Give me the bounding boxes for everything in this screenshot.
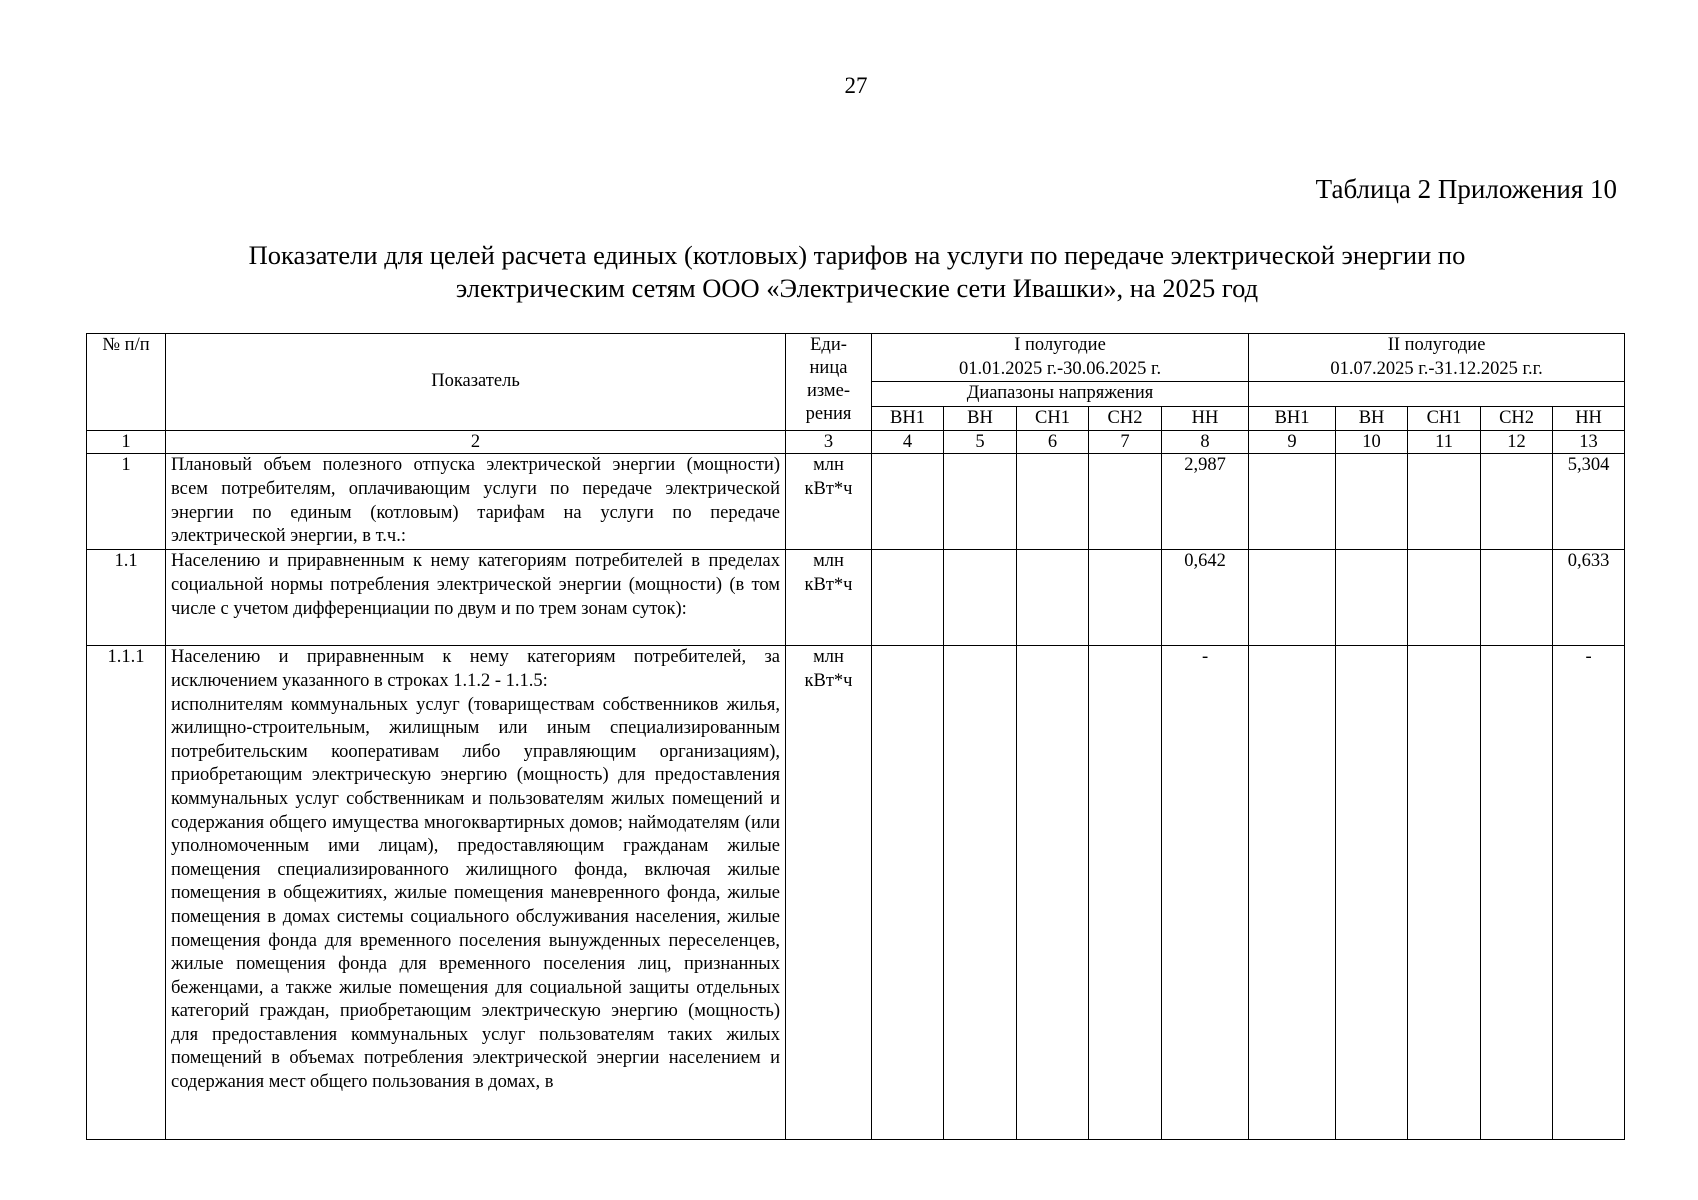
column-number: 1 [87,431,166,454]
value-cell [1089,646,1162,1140]
value-cell [1249,454,1336,550]
value-cell [1408,550,1481,646]
level-header: ВН1 [1249,406,1336,431]
title-line-2: электрическим сетям ООО «Электрические сети Ивашки», на 2025 год [455,273,1259,303]
row-indicator-part-1: Населению и приравненным к нему категориям потребителей, за исключением указанного в строках 1.1.2 - 1.1.5: [171,647,780,691]
voltage-ranges-empty [1249,382,1625,407]
table-row [87,646,1625,1140]
column-number: 7 [1089,431,1162,454]
value-cell [1249,550,1336,646]
level-header: ВН [1336,406,1408,431]
value-cell [872,646,944,1140]
header-half-1 [872,334,1249,382]
header-unit-line: изме- [806,381,851,401]
half-1-title: I полугодие [1014,335,1106,355]
table-row [87,454,1625,550]
unit-line: кВт*ч [804,574,853,595]
value-cell [1089,550,1162,646]
unit-line: млн [813,647,844,668]
row-unit [786,646,872,1140]
value-cell: 2,987 [1162,454,1249,550]
value-cell [944,550,1017,646]
table-label: Таблица 2 Приложения 10 [1315,174,1617,204]
page-number: 27 [844,73,868,98]
value-cell [1336,454,1408,550]
value-cell [944,454,1017,550]
value-cell: 0,633 [1553,550,1625,646]
value-cell [944,646,1017,1140]
value-cell [1481,646,1553,1140]
level-header: НН [1553,406,1625,431]
column-number: 5 [944,431,1017,454]
row-number: 1 [87,454,166,550]
column-number: 4 [872,431,944,454]
value-cell: - [1553,646,1625,1140]
column-number: 2 [166,431,786,454]
header-num: № п/п [87,334,166,431]
row-number: 1.1 [87,550,166,646]
value-cell [1017,646,1089,1140]
level-header: НН [1162,406,1249,431]
value-cell [1481,550,1553,646]
column-number: 9 [1249,431,1336,454]
value-cell [1408,646,1481,1140]
level-header: СН2 [1089,406,1162,431]
level-header: СН2 [1481,406,1553,431]
value-cell [1017,550,1089,646]
value-cell [1481,454,1553,550]
header-unit-line: рения [805,404,852,424]
value-cell [872,550,944,646]
title-line-1: Показатели для целей расчета единых (котловых) тарифов на услуги по передаче электрической энергии по [248,240,1466,270]
header-half-2 [1249,334,1625,382]
value-cell [872,454,944,550]
half-2-title: II полугодие [1387,335,1486,355]
unit-line: млн [813,455,844,476]
header-row-periods [87,334,1625,382]
table-row [87,550,1625,646]
column-number: 11 [1408,431,1481,454]
unit-line: млн [813,551,844,572]
column-number: 6 [1017,431,1089,454]
value-cell [1408,454,1481,550]
value-cell: 5,304 [1553,454,1625,550]
row-indicator: Населению и приравненным к нему категориям потребителей в пределах социальной нормы потребления электрической энергии (мощности) (в том числе с учетом дифференциации по двум и по трем зонам суток): [166,550,786,646]
column-number: 10 [1336,431,1408,454]
value-cell: - [1162,646,1249,1140]
column-number-row [87,431,1625,454]
value-cell [1089,454,1162,550]
value-cell [1336,550,1408,646]
level-header: ВН1 [872,406,944,431]
unit-line: кВт*ч [804,670,853,691]
level-header: СН1 [1017,406,1089,431]
header-unit-line: ница [809,358,848,378]
column-number: 8 [1162,431,1249,454]
level-header: СН1 [1408,406,1481,431]
value-cell [1017,454,1089,550]
column-number: 13 [1553,431,1625,454]
voltage-ranges-label: Диапазоны напряжения [872,382,1249,407]
row-unit [786,550,872,646]
column-number: 3 [786,431,872,454]
value-cell [1336,646,1408,1140]
tariff-table [86,333,1625,1140]
row-indicator-part-2: исполнителям коммунальных услуг (товариществам собственников жилья, жилищно-строительным, жилищным или иным специализированным потребительским кооперативам либо управляющим организациям), приобретающим электрическую энергию (мощность) для предоставления коммунальных услуг собственникам и пользователям жилых помещений и содержания общего имущества многоквартирных домов; наймодателям (или уполномоченным ими лицам), предоставляющим гражданам жилые помещения специализированного жилищного фонда, включая жилые помещения в общежитиях, жилые помещения маневренного фонда, жилые помещения в домах системы социального обслуживания населения, жилые помещения фонда для временного поселения вынужденных переселенцев, жилые помещения фонда для временного поселения лиц, признанных беженцами, а также жилые помещения для социальной защиты отдельных категорий граждан, приобретающим электрическую энергию (мощность) для предоставления коммунальных услуг пользователям таких жилых помещений в объемах потребления электрической энергии населением и содержания мест общего пользования в домах, в [171,694,780,1093]
row-number: 1.1.1 [87,646,166,1140]
row-indicator [166,646,786,1140]
document-title [150,239,1564,305]
header-indicator: Показатель [166,334,786,431]
row-unit [786,454,872,550]
row-indicator: Плановый объем полезного отпуска электрической энергии (мощности) всем потребителям, оплачивающим услуги по передаче электрической энергии по единым (котловым) тарифам на услуги по передаче электрической энергии, в т.ч.: [166,454,786,550]
value-cell [1249,646,1336,1140]
half-2-dates: 01.07.2025 г.-31.12.2025 г.г. [1330,358,1543,379]
column-number: 12 [1481,431,1553,454]
value-cell: 0,642 [1162,550,1249,646]
header-unit-line: Еди- [810,335,847,355]
half-1-dates: 01.01.2025 г.-30.06.2025 г. [958,358,1162,379]
unit-line: кВт*ч [804,478,853,499]
header-unit [786,334,872,431]
level-header: ВН [944,406,1017,431]
